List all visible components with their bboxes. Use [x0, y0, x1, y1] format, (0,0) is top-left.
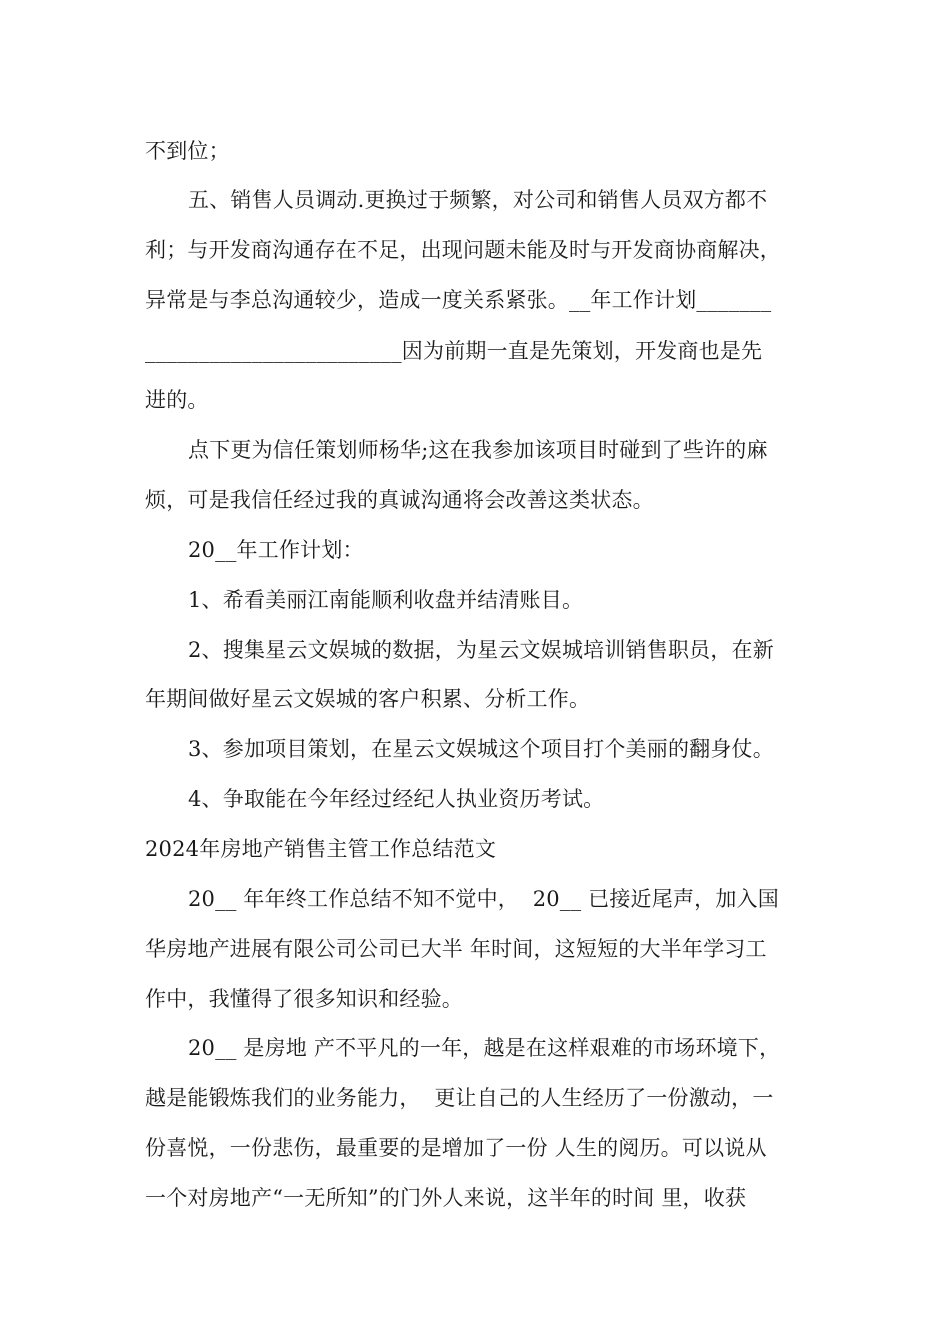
text-line: 20__ 是房地 产不平凡的一年，越是在这样艰难的市场环境下，	[188, 1036, 781, 1060]
text-line: 烦，可是我信任经过我的真诚沟通将会改善这类状态。	[145, 488, 654, 512]
text-line: 华房地产进展有限公司公司已大半 年时间，这短短的大半年学习工	[145, 937, 767, 961]
text-line: 越是能锻炼我们的业务能力， 更让自己的人生经历了一份激动，一	[145, 1086, 774, 1110]
text-line: 一个对房地产“一无所知”的门外人来说，这半年的时间 里，收获	[145, 1186, 747, 1210]
text-line: 点下更为信任策划师杨华;这在我参加该项目时碰到了些许的麻	[188, 438, 768, 462]
text-line: 不到位；	[145, 139, 230, 163]
list-item: 3、参加项目策划，在星云文娱城这个项目打个美丽的翻身仗。	[188, 737, 774, 761]
document-title: 2024年房地产销售主管工作总结范文	[145, 837, 497, 861]
text-line: 利；与开发商沟通存在不足，出现问题未能及时与开发商协商解决，	[145, 238, 781, 262]
text-line: 20__ 年年终工作总结不知不觉中， 20__ 已接近尾声，加入国	[188, 887, 779, 911]
section-heading: 20__年工作计划：	[188, 538, 364, 562]
list-item: 2、搜集星云文娱城的数据，为星云文娱城培训销售职员，在新	[188, 638, 774, 662]
text-line: 五、销售人员调动.更换过于频繁，对公司和销售人员双方都不	[188, 188, 768, 212]
text-line: 作中，我懂得了很多知识和经验。	[145, 987, 463, 1011]
text-line: 份喜悦，一份悲伤，最重要的是增加了一份 人生的阅历。可以说从	[145, 1136, 767, 1160]
list-item: 4、争取能在今年经过经纪人执业资历考试。	[188, 787, 605, 811]
text-line: 进的。	[145, 388, 209, 412]
text-line: ________________________因为前期一直是先策划，开发商也是先	[145, 339, 763, 363]
list-item: 1、希看美丽江南能顺利收盘并结清账目。	[188, 588, 584, 612]
text-line: 异常是与李总沟通较少，造成一度关系紧张。__年工作计划_______	[145, 288, 772, 312]
text-line: 年期间做好星云文娱城的客户积累、分析工作。	[145, 687, 591, 711]
